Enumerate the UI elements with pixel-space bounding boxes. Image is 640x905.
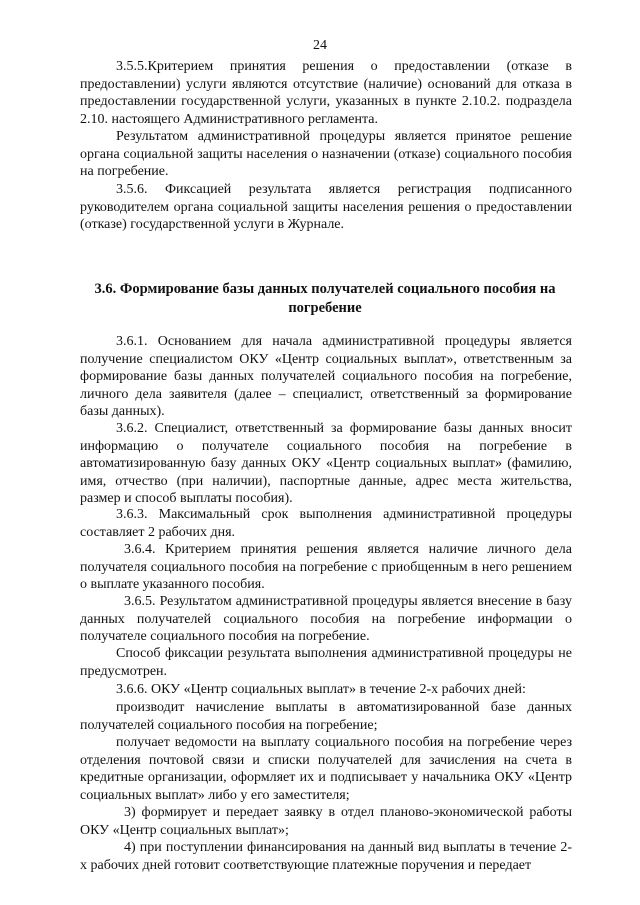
section-heading-3-6: 3.6. Формирование базы данных получателей социального пособия на погребение xyxy=(94,281,556,316)
paragraph-3-6-6-item-3: 3) формирует и передает заявку в отдел планово-экономической работы ОКУ «Центр социальных выплат»; xyxy=(80,805,572,838)
paragraph-3-6-4: 3.6.4. Критерием принятия решения является наличие личного дела получателя социального пособия на погребение с приобщенным в него решением о выплате указанного пособия. xyxy=(80,542,572,592)
paragraph-3-6-5-fixation: Способ фиксации результата выполнения административной процедуры не предусмотрен. xyxy=(80,646,572,679)
paragraph-3-5-5: 3.5.5.Критерием принятия решения о предоставлении (отказе в предоставлении) услуги являются отсутствие (наличие) оснований для отказа в предоставлении государственной услуги, указанных в пункте 2.10.2. подраздела 2.10. настоящего Административного регламента. xyxy=(80,59,572,127)
paragraph-3-5-5-result: Результатом административной процедуры является принятое решение органа социальной защиты населения о назначении (отказе) социального пособия на погребение. xyxy=(80,129,572,179)
paragraph-3-6-2: 3.6.2. Специалист, ответственный за формирование базы данных вносит информацию о получателе социального пособия на погребение в автоматизированную базу данных ОКУ «Центр социальных выплат» (фамилию, имя, отчество (при наличии), паспортные данные, адрес места жительства, размер и способ выплаты пособия). xyxy=(80,421,572,506)
paragraph-3-6-3: 3.6.3. Максимальный срок выполнения административной процедуры составляет 2 рабочих дня. xyxy=(80,507,572,540)
paragraph-3-6-6-item-2: получает ведомости на выплату социального пособия на погребение через отделения почтовой связи и списки получателей для зачисления на счета в кредитные организации, оформляет их и подписывает у начальника ОКУ «Центр социальных выплат» либо у его заместителя; xyxy=(80,735,572,803)
paragraph-3-6-6-item-1: производит начисление выплаты в автоматизированной базе данных получателей социального пособия на погребение; xyxy=(80,700,572,733)
paragraph-3-5-6: 3.5.6. Фиксацией результата является регистрация подписанного руководителем органа социальной защиты населения решения о предоставлении (отказе) государственной услуги в Журнале. xyxy=(80,182,572,232)
paragraph-3-6-5: 3.6.5. Результатом административной процедуры является внесение в базу данных получателей социального пособия на погребение информации о получателе социального пособия на погребение. xyxy=(80,594,572,644)
paragraph-3-6-6: 3.6.6. ОКУ «Центр социальных выплат» в течение 2-х рабочих дней: xyxy=(116,682,526,697)
paragraph-3-6-1: 3.6.1. Основанием для начала административной процедуры является получение специалистом ОКУ «Центр социальных выплат», ответственным за формирование базы данных получателей социального пособия на погребение, личного дела заявителя (далее – специалист, ответственный за формирование базы данных). xyxy=(80,334,572,419)
paragraph-3-6-6-item-4: 4) при поступлении финансирования на данный вид выплаты в течение 2- х рабочих дней готовит соответствующие платежные поручения и передает xyxy=(80,840,572,873)
page-number: 24 xyxy=(313,38,327,53)
